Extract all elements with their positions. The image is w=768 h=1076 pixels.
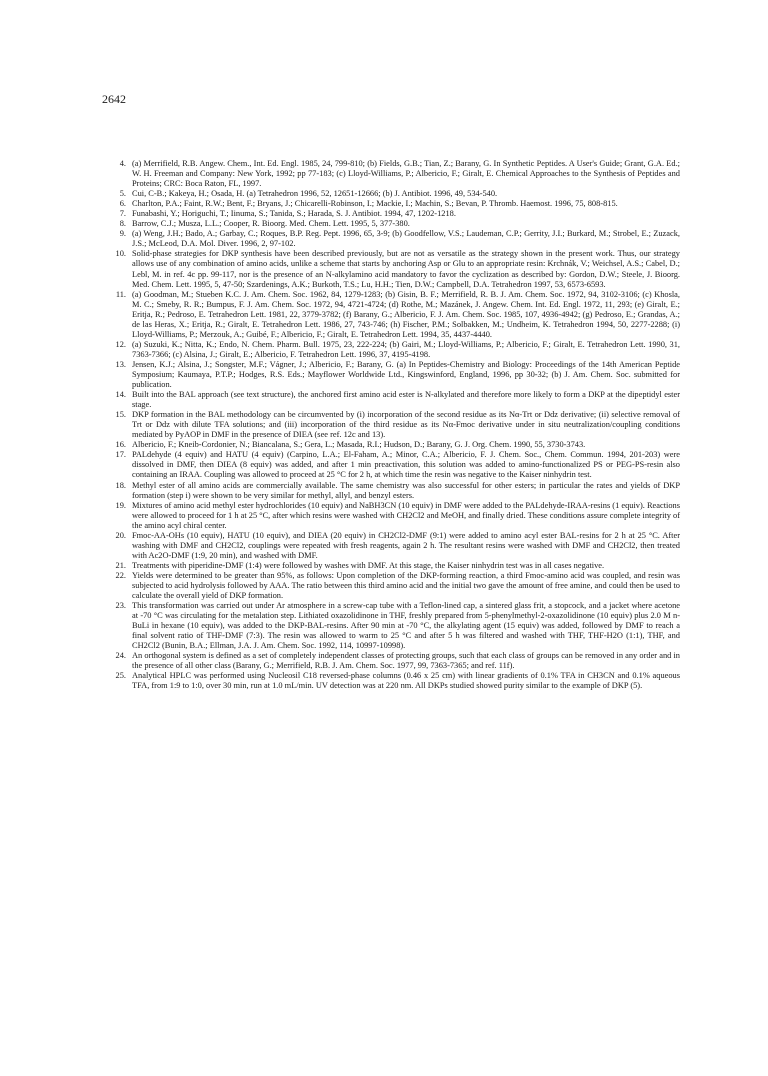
reference-number: 5. — [119, 189, 126, 199]
reference-item — [104, 209, 680, 219]
reference-number: 22. — [115, 570, 126, 580]
reference-text: Built into the BAL approach (see text structure), the anchored first amino acid ester is N-alkylated and therefore more likely to form a DKP at the dipeptidyl ester stage. — [132, 390, 680, 410]
reference-number: 20. — [115, 530, 126, 540]
reference-text: (a) Weng, J.H.; Bado, A.; Garbay, C.; Roques, B.P. Reg. Pept. 1996, 65, 3-9; (b) Goodfellow, V.S.; Laudeman, C.P.; Gerrity, J.I.; Burkard, M.; Strobel, E.; Zuzack, J.S.; McLeod, D.A. Mol. Diver. 1996, 2, 97-102. — [132, 229, 680, 249]
reference-number: 15. — [115, 410, 126, 420]
reference-text: (a) Merrifield, R.B. Angew. Chem., Int. Ed. Engl. 1985, 24, 799-810; (b) Fields, G.B.; Tian, Z.; Barany, G. In Synthetic Peptides. A User's Guide; Grant, G.A. Ed.; W. H. Freeman and Company: New York, 1992; pp 77-183; (c) Lloyd-Williams, P.; Albericio, F.; Giralt, E. Chemical Approaches to the Synthesis of Peptides and Proteins; CRC: Boca Raton, FL, 1997. — [132, 159, 680, 189]
reference-text: Cui, C-B.; Kakeya, H.; Osada, H. (a) Tetrahedron 1996, 52, 12651-12666; (b) J. Antibiot. 1996, 49, 534-540. — [132, 189, 498, 199]
reference-number: 7. — [119, 209, 126, 219]
reference-number: 6. — [119, 199, 126, 209]
reference-number: 12. — [115, 339, 126, 349]
reference-text: This transformation was carried out under Ar atmosphere in a screw-cap tube with a Teflon-lined cap, a sintered glass frit, a stopcock, and a jacket where acetone at -70 °C was circulating for the metalation step. Lithiated oxazolidinone in THF, freshly prepared from 5-phenylmethyl-2-oxazolidinone (10 equiv) plus 2.0 M n-BuLi in hexane (10 equiv), was added to the DKP-BAL-resins. After 90 min at -70 °C, the alkylating agent (15 equiv) was added, followed by DMF to reach a final solvent ratio of THF-DMF (7:3). The resin was allowed to warm to 25 °C and after 5 h was filtered and washed with THF, THF-H2O (1:1), THF, and CH2Cl2 (Bunin, B.A.; Ellman, J.A. J. Am. Chem. Soc. 1992, 114, 10997-10998). — [132, 601, 680, 651]
reference-item — [104, 189, 680, 199]
reference-item — [104, 219, 680, 229]
reference-item — [104, 159, 680, 189]
reference-number: 11. — [115, 289, 126, 299]
reference-text: Mixtures of amino acid methyl ester hydrochlorides (10 equiv) and NaBH3CN (10 equiv) in DMF were added to the PALdehyde-IRAA-resins (1 equiv). Reactions were allowed to proceed for 1 h at 25 °C, after which resins were washed with CH2Cl2 and MeOH, and finally dried. These conditions assure complete integrity of the amino acyl chiral center. — [132, 500, 680, 530]
reference-list — [104, 159, 680, 691]
reference-item — [104, 671, 680, 691]
reference-number: 24. — [115, 651, 126, 661]
reference-item — [104, 531, 680, 561]
reference-item — [104, 249, 680, 289]
reference-text: Funabashi, Y.; Horiguchi, T.; Iinuma, S.; Tanida, S.; Harada, S. J. Antibiot. 1994, 47, 1202-1218. — [132, 209, 456, 219]
reference-item — [104, 229, 680, 249]
reference-number: 8. — [119, 219, 126, 229]
reference-number: 18. — [115, 480, 126, 490]
reference-text: An orthogonal system is defined as a set of completely independent classes of protecting groups, such that each class of groups can be removed in any order and in the presence of all other class (Barany, G.; Merrifield, R.B. J. Am. Chem. Soc. 1977, 99, 7363-7365; and ref. 11f). — [132, 651, 680, 671]
reference-item — [104, 601, 680, 651]
reference-number: 23. — [115, 601, 126, 611]
reference-item — [104, 340, 680, 360]
reference-item — [104, 199, 680, 209]
reference-number: 14. — [115, 390, 126, 400]
reference-text: (a) Suzuki, K.; Nitta, K.; Endo, N. Chem. Pharm. Bull. 1975, 23, 222-224; (b) Gairi, M.; Lloyd-Williams, P.; Albericio, F.; Giralt, E. Tetrahedron Lett. 1990, 31, 7363-7366; (c) Alsina, J.; Giralt, E.; Albericio, F. Tetrahedron Lett. 1996, 37, 4195-4198. — [132, 339, 680, 359]
reference-text: Charlton, P.A.; Faint, R.W.; Bent, F.; Bryans, J.; Chicarelli-Robinson, I.; Mackie, I.; Machin, S.; Bevan, P. Thromb. Haemost. 1996, 75, 808-815. — [132, 199, 618, 209]
reference-number: 16. — [115, 440, 126, 450]
reference-item — [104, 450, 680, 480]
reference-item — [104, 290, 680, 340]
reference-text: Treatments with piperidine-DMF (1:4) were followed by washes with DMF. At this stage, the Kaiser ninhydrin test was in all cases negative. — [132, 560, 605, 570]
reference-text: Solid-phase strategies for DKP synthesis have been described previously, but are not as versatile as the strategy shown in the present work. Thus, our strategy allows use of any combination of amino acids, unlike a scheme that starts by anchoring Asp or Glu to an appropriate resin: Krchnák, V.; Weichsel, A.S.; Cabel, D.; Lebl, M. in ref. 4c pp. 99-117, nor is the presence of an N-alkylamino acid mandatory to favor the cyclization as described by: Gordon, D.W.; Steele, J. Bioorg. Med. Chem. Lett. 1995, 5, 47-50; Szardenings, A.K.; Burkoth, T.S.; Lu, H.H.; Tien, D.W.; Campbell, D.A. Tetrahedron 1997, 53, 6573-6593. — [132, 249, 680, 289]
reference-item — [104, 651, 680, 671]
reference-item — [104, 360, 680, 390]
reference-item — [104, 440, 680, 450]
reference-number: 17. — [115, 450, 126, 460]
reference-number: 13. — [115, 359, 126, 369]
reference-text: Yields were determined to be greater than 95%, as follows: Upon completion of the DKP-forming reaction, a third Fmoc-amino acid was coupled, and resin was subjected to acid hydrolysis followed by AAA. The ratio between this third amino acid and the initial two gave the amount of free amine, and could then be used to calculate the overall yield of DKP formation. — [132, 570, 680, 601]
reference-text: (a) Goodman, M.; Stueben K.C. J. Am. Chem. Soc. 1962, 84, 1279-1283; (b) Gisin, B. F.; Merrifield, R. B. J. Am. Chem. Soc. 1972, 94, 3102-3106; (c) Khosla, M. C.; Smeby, R. R.; Bumpus, F. J. Am. Chem. Soc. 1972, 94, 4721-4724; (d) Rothe, M.; Mazánek, J. Angew. Chem. Int. Ed. Engl. 1972, 11, 293; (e) Giralt, E.; Eritja, R.; Pedroso, E. Tetrahedron Lett. 1981, 22, 3779-3782; (f) Barany, G.; Albericio, F. J. Am. Chem. Soc. 1985, 107, 4936-4942; (g) Pedroso, E.; Grandas, A.; de las Heras, X.; Eritja, R.; Giralt, E. Tetrahedron Lett. 1986, 27, 743-746; (h) Fischer, P.M.; Solbakken, M.; Undheim, K. Tetrahedron 1994, 50, 2277-2288; (i) Lloyd-Williams, P.; Merzouk, A.; Guibé, F.; Albericio, F.; Giralt, E. Tetrahedron Lett. 1994, 35, 4437-4440. — [132, 289, 680, 339]
reference-text: Fmoc-AA-OHs (10 equiv), HATU (10 equiv), and DIEA (20 equiv) in CH2Cl2-DMF (9:1) were added to amino acyl ester BAL-resins for 2 h at 25 °C. After washing with DMF and CH2Cl2, couplings were repeated with fresh reagents, again 2 h. The resultant resins were washed with DMF and CH2Cl2, then treated with Ac2O-DMF (1:9, 20 min), and washed with DMF. — [132, 530, 680, 560]
reference-number: 19. — [115, 500, 126, 510]
reference-text: Jensen, K.J.; Alsina, J.; Songster, M.F.; Vágner, J.; Albericio, F.; Barany, G. (a) In Peptides-Chemistry and Biology: Proceedings of the 14th American Peptide Symposium; Kaumaya, P.T.P.; Hodges, R.S. Eds.; Mayflower Worldwide Ltd., Kingswinford, England, 1996, pp 30-32; (b) J. Am. Chem. Soc. submitted for publication. — [132, 359, 680, 390]
reference-text: Methyl ester of all amino acids are commercially available. The same chemistry was also successful for other esters; in particular the rates and yields of DKP formation (step i) were shown to be very similar for methyl, allyl, and benzyl esters. — [132, 480, 680, 500]
reference-text: Analytical HPLC was performed using Nucleosil C18 reversed-phase columns (0.46 x 25 cm) with linear gradients of 0.1% TFA in CH3CN and 0.1% aqueous TFA, from 1:9 to 1:0, over 30 min, run at 1.0 mL/min. UV detection was at 220 nm. All DKPs studied showed purity similar to the example of DKP (5). — [132, 671, 680, 691]
reference-text: Barrow, C.J.; Musza, L.L.; Cooper, R. Bioorg. Med. Chem. Lett. 1995, 5, 377-380. — [132, 219, 410, 229]
reference-item — [104, 501, 680, 531]
page-number: 2642 — [102, 92, 126, 106]
reference-number: 10. — [115, 249, 126, 259]
reference-number: 9. — [119, 229, 126, 239]
reference-number: 4. — [119, 159, 126, 168]
reference-text: DKP formation in the BAL methodology can be circumvented by (i) incorporation of the second residue as its Nα-Trt or Ddz derivative; (ii) selective removal of Trt or Ddz with dilute TFA solutions; and (iii) incorporation of the third residue as its Nα-Fmoc derivative under in situ neutralization/coupling conditions mediated by PyAOP in DMF in the presence of DIEA (see ref. 12c and 13). — [132, 410, 680, 440]
reference-text: Albericio, F.; Kneib-Cordonier, N.; Biancalana, S.; Gera, L.; Masada, R.I.; Hudson, D.; Barany, G. J. Org. Chem. 1990, 55, 3730-3743. — [132, 440, 586, 450]
reference-item — [104, 561, 680, 571]
reference-item — [104, 481, 680, 501]
reference-number: 25. — [115, 671, 126, 681]
reference-item — [104, 571, 680, 601]
reference-item — [104, 410, 680, 440]
reference-item — [104, 390, 680, 410]
reference-number: 21. — [115, 560, 126, 570]
reference-text: PALdehyde (4 equiv) and HATU (4 equiv) (Carpino, L.A.; El-Faham, A.; Minor, C.A.; Albericio, F. J. Chem. Soc., Chem. Commun. 1994, 201-203) were dissolved in DMF, then DIEA (8 equiv) was added, and after 1 min preactivation, this solution was added to amino-functionalized PS or PEG-PS-resin also containing an IRAA. Coupling was allowed to proceed at 25 °C for 2 h, at which time the resin was negative to the Kaiser ninhydrin test. — [132, 450, 680, 480]
